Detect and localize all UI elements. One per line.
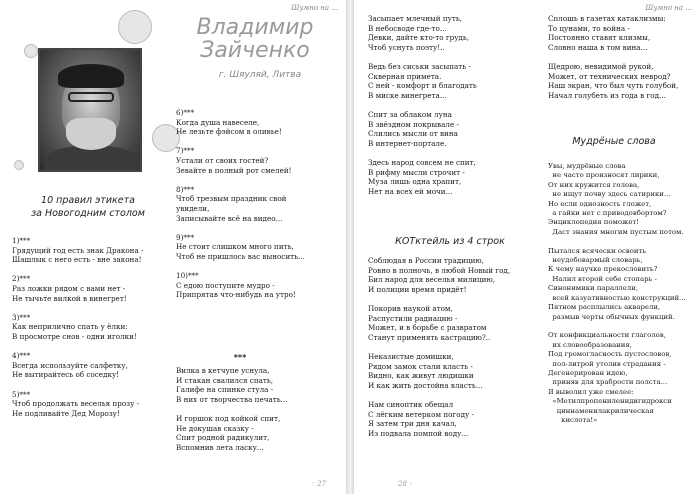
rules-column-2: 6)*** Когда душа навеселе, Не лезьте фэйсом в оливье! 7)*** Устали от своих гостей? Зевайте в полный рот смелей! 8)*** Чтоб трезвым праздник свой увидели, Записывайте всё на видео... 9)*** Не стоит слишком много пить, Чтоб не пришлось вас выносить... 10)*** С едою поступите мудро - Припрятав что-нибудь на утро! (176, 108, 305, 300)
rules-column-1: 1)*** Грядущий год есть знак Дракона - Шашлык с него есть - вне закона! 2)*** Раз ложки рядом с вами нет - Не тычьте вилкой в винегрет! 3)*** Как неприлично спать у ёлки: В просмотре снов - одни иголки! 4)*** Всегда используйте салфетку, Не вытирайтесь об соседку! 5)*** Чтоб продолжать веселья прозу - Не подливайте Дед Морозу! (12, 236, 144, 418)
right-page-number: 28 ◦ (398, 480, 414, 488)
mudrye-title: Мудрёные слова (572, 136, 656, 147)
decoration-bubble-left (24, 44, 38, 58)
right-header: Шумно на ... (645, 4, 692, 12)
poem-column-1-bottom: Соблюдая в России традицию, Ровно в полночь, в любой Новый год, Бил народ для веселья милицию, И полиции время придёт! Покорив наукой атом, Распустили радиацию - Может, и в борьбе с развратом Станут применять кастрацию?.. Неказистые домишки, Рядом замок стали класть - Видно, как живут людишки И как жить достойна власть... Нам синоптик обещал С лёгким ветерком погоду - Я затем три дня качал, Из подвала помпой воду... (368, 256, 511, 438)
photo-bandana (58, 64, 124, 88)
left-header: Шумно на ... (291, 4, 338, 12)
decoration-cherub-icon (118, 10, 152, 44)
book-gutter (346, 0, 354, 494)
left-page-number: ◦ 27 (310, 480, 326, 488)
author-photo (38, 48, 142, 172)
separator-stars: *** (233, 352, 247, 362)
poem-column-2-top: Сплошь в газетах катаклизмы: То цунами, то война - Постоянно ставят клизмы, Словно наша в том вина... Щедрою, невидимой рукой, Может, от технических неврод? Наш экран, что был чуть голубой, Начал голубеть из года в год... (548, 14, 679, 100)
rules-title (18, 194, 158, 220)
poem-column-1-top: Засыпает млечный путь, В небосводе где-то... Девки, дайте кто-то грудь, Чтоб уснуть поэту!.. Ведь без сиськи засыпать - Скверная примета. С ней - комфорт и благодать В миске винегрета... Спит за облаком луна В звёздном покрывале - Слились мысли от вина В интернет-портале. Здесь народ совсем не спит, В рифму мысли строчит - Муза лишь одна храпит, Нет на всех ей мочи... (368, 14, 477, 196)
poem-column-2: Вилка в кетчупе уснула, И стакан свалился спать, Галифе на спинке стула - В них от творчества печать... И горшок под койкой спит, Не докушав сказку - Спит родной радикулит, Вспомнив лета ласку... (176, 366, 288, 452)
left-page (0, 0, 346, 494)
author-last-name: Зайченко (200, 38, 310, 63)
decoration-bubble-small (14, 160, 24, 170)
photo-beard (66, 118, 116, 150)
author-name (185, 16, 325, 62)
author-first-name: Владимир (196, 15, 314, 40)
rules-title-line2: за Новогодним столом (31, 208, 145, 219)
rules-title-line1: 10 правил этикета (41, 195, 135, 206)
author-place: г. Шяуляй, Литва (218, 70, 302, 80)
photo-glasses (68, 92, 114, 102)
koktail-title: КОТктейль из 4 строк (395, 236, 505, 247)
poem-column-2-bottom: Увы, мудрёные слова не часто произносят лирики, От них кружится голова, не ищут почву здесь сатирики... Но если одиозность гложет, а гайки нет с приводовбортом? Энциклопедия поможет! Даст знания многим пустым потом. Пытался всячески освоить неудобовармый словарь, К чему научке прекословить? Налил второй себе стопарь - Синонимики параллели, всей казуативностью конструкций... Пятном расплылись акварели, размыв черты обычных функций. От конфикциальности глаголов, их словообразования, Под громогласность пустословов, пол-литрой утолив страдания - Дегенерирован идею, приняв для храбрости полста... Я выволил уже смелее: «Метилпропениленидигидрокси циннаменилакрилическая кислота!» (548, 162, 686, 424)
right-page (354, 0, 700, 494)
